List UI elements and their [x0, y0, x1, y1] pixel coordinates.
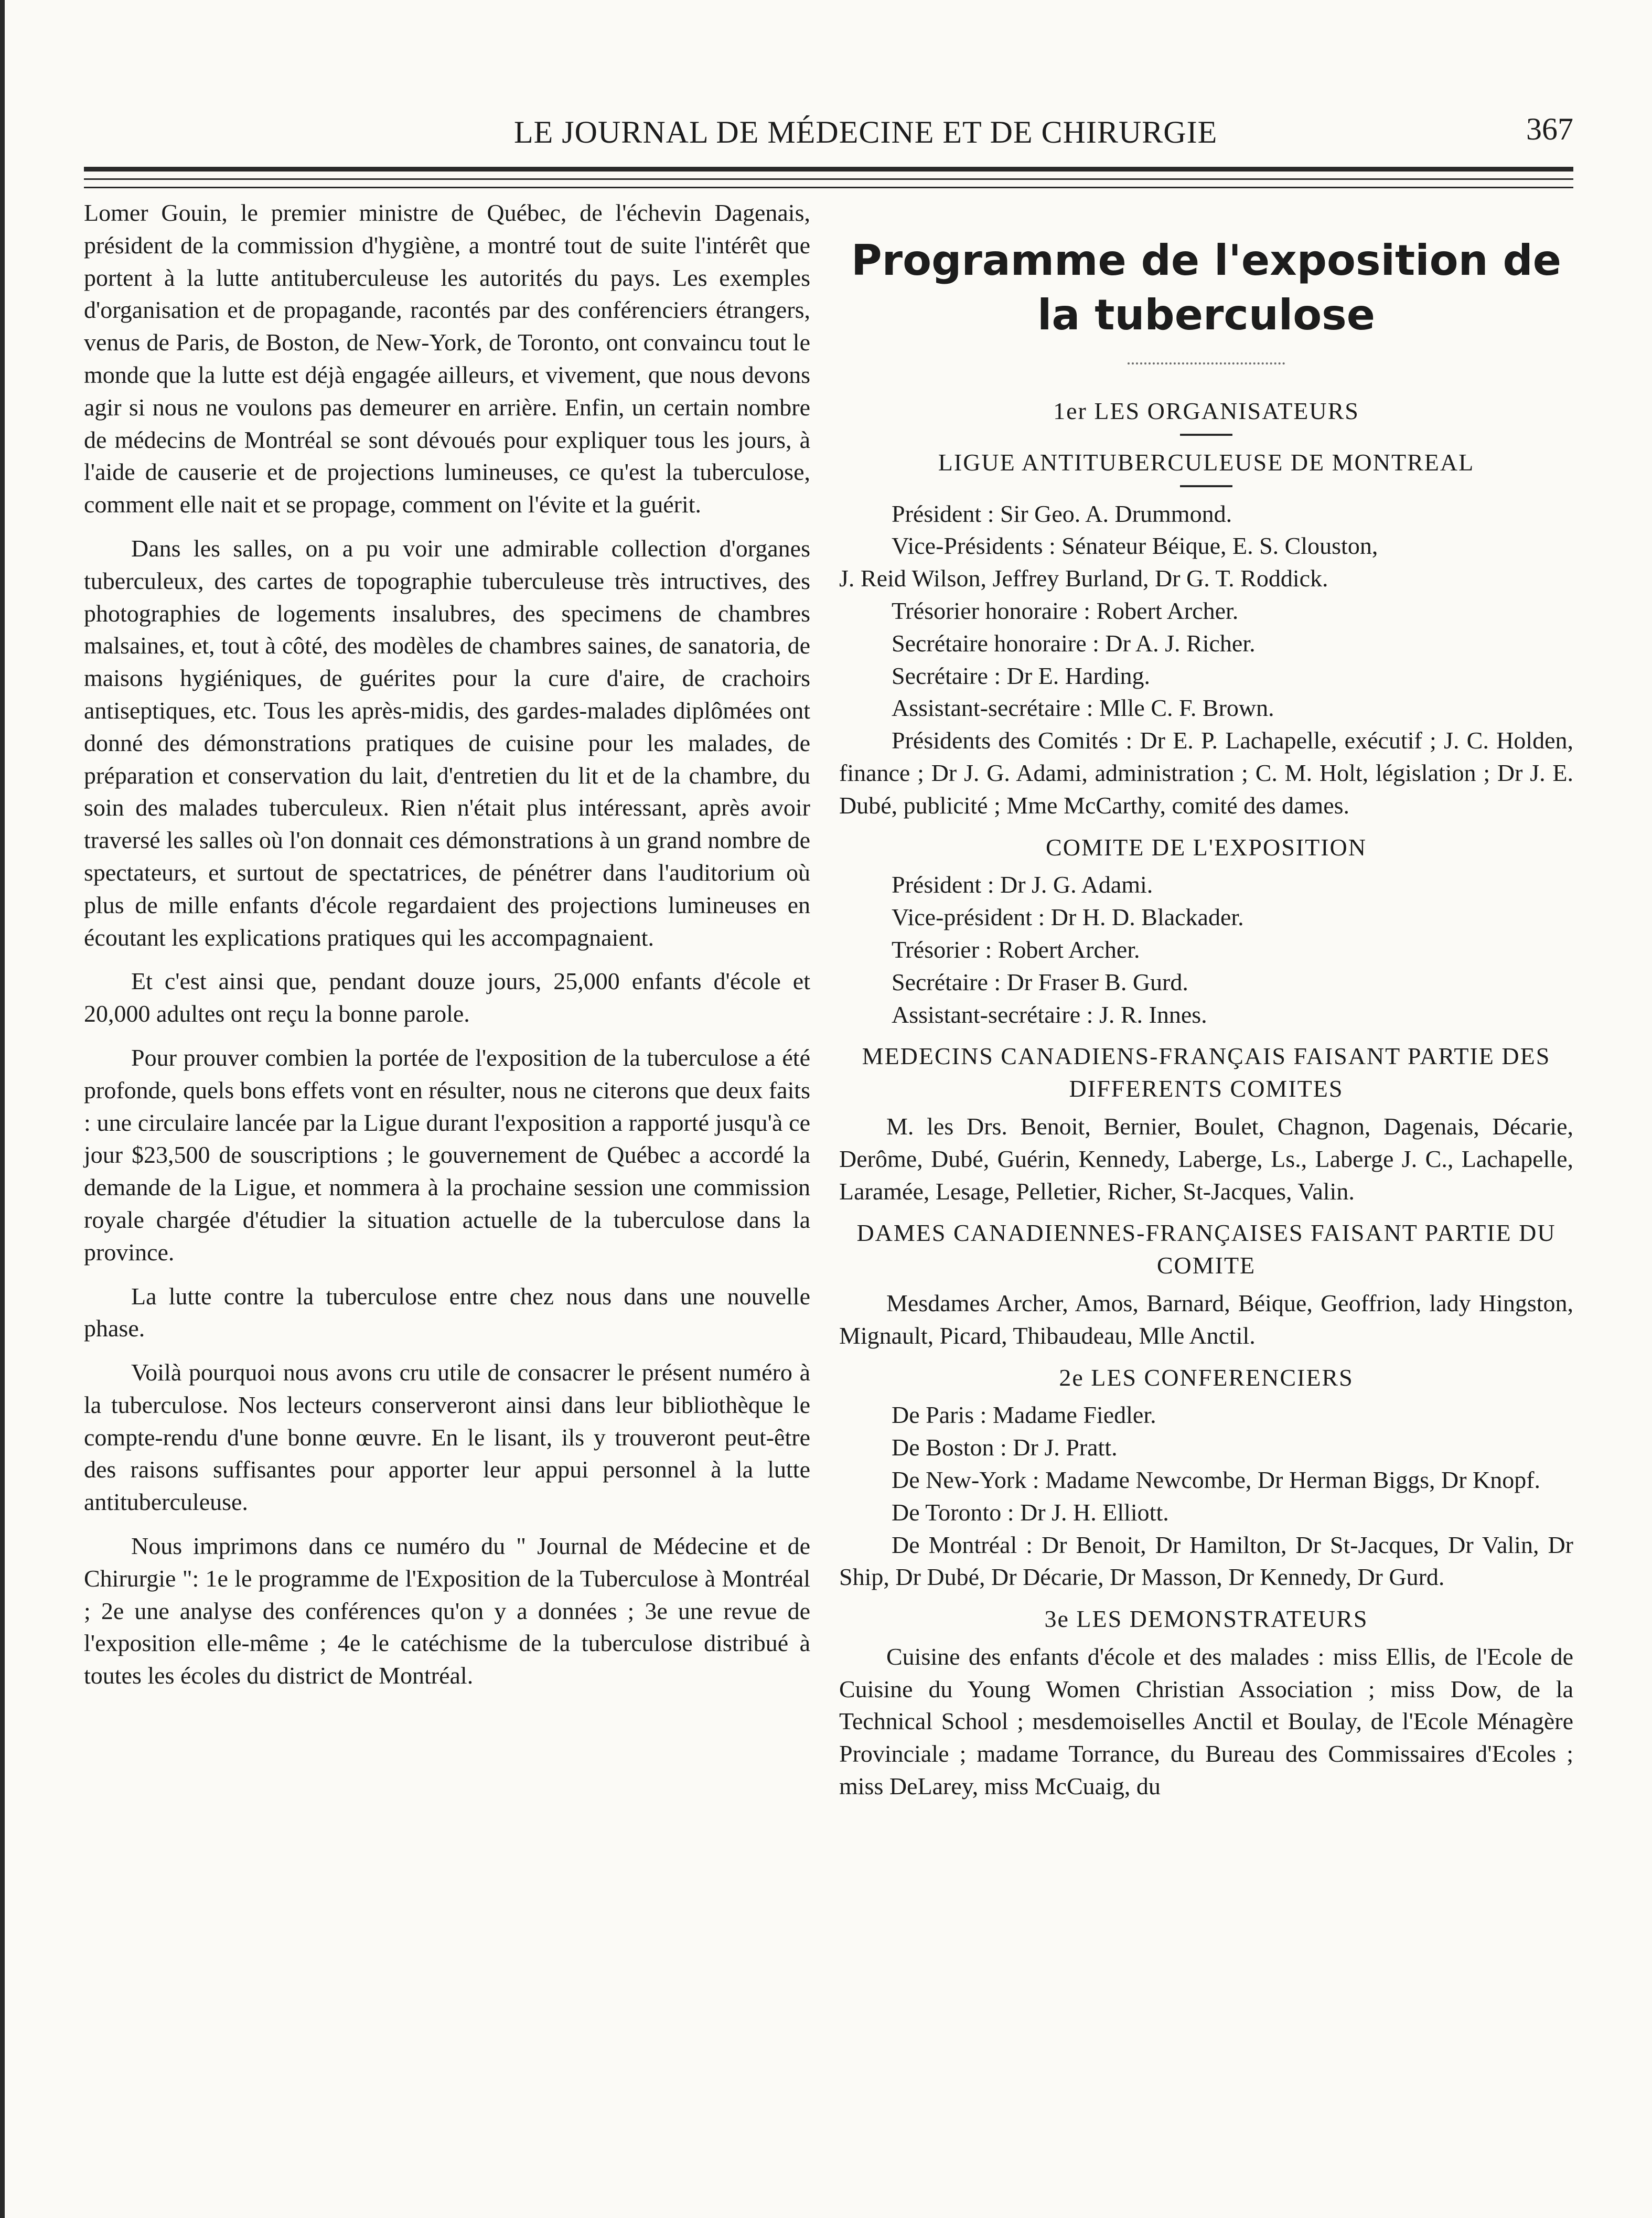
roster-line: Président : Sir Geo. A. Drummond.	[892, 500, 1232, 527]
short-rule	[1180, 485, 1232, 487]
decorative-rule	[1128, 362, 1285, 365]
paragraph: Pour prouver combien la portée de l'exposition de la tuberculose a été profonde, quels bons effets vont en résulter, nous ne citerons que deux faits : une circulaire lancée par la Ligue durant l'exposition a rapporté jusqu'à ce jour $23,500 de souscriptions ; le gouvernement de Québec a accordé la demande de la Ligue, et nommera à la prochaine session une commission royale chargée d'étudier la situation actuelle de la tuberculose dans la province.	[84, 1044, 810, 1266]
short-rule	[1180, 434, 1232, 436]
ligue-heading: LIGUE ANTITUBERCULEUSE DE MONTREAL	[938, 448, 1475, 476]
roster-line: Vice-Présidents : Sénateur Béique, E. S. Clouston,	[892, 532, 1378, 560]
conferencier-line: De New-York : Madame Newcombe, Dr Herman Biggs, Dr Knopf.	[892, 1466, 1541, 1493]
paragraph: La lutte contre la tuberculose entre chez nous dans une nouvelle phase.	[84, 1282, 810, 1342]
section-heading-conferenciers: 2e LES CONFERENCIERS	[1059, 1364, 1354, 1391]
journal-title: LE JOURNAL DE MÉDECINE ET DE CHIRURGIE	[514, 115, 1218, 149]
medecins-heading: MEDECINS CANADIENS-FRANÇAIS FAISANT PARTIE DES DIFFERENTS COMITES	[862, 1043, 1551, 1102]
section-heading-demonstrateurs: 3e LES DEMONSTRATEURS	[1044, 1605, 1368, 1633]
conferencier-line: De Toronto : Dr J. H. Elliott.	[892, 1498, 1169, 1526]
conferencier-line: De Boston : Dr J. Pratt.	[892, 1434, 1118, 1461]
header-rule-thick	[84, 167, 1573, 172]
running-header	[84, 100, 1573, 163]
roster-line: J. Reid Wilson, Jeffrey Burland, Dr G. T. Roddick.	[839, 565, 1328, 592]
dames-heading: DAMES CANADIENNES-FRANÇAISES FAISANT PARTIE DU COMITE	[856, 1219, 1556, 1279]
medecins-list: M. les Drs. Benoit, Bernier, Boulet, Chagnon, Dagenais, Décarie, Derôme, Dubé, Guérin, Kennedy, Laberge, Ls., Laberge J. C., Lachapelle, Laramée, Lesage, Pelletier, Richer, St-Jacques, Valin.	[839, 1112, 1573, 1205]
page-edge	[0, 0, 5, 2218]
paragraph: Lomer Gouin, le premier ministre de Québec, de l'échevin Dagenais, président de la commission d'hygiène, a montré tout de suite l'intérêt que portent à la lutte antituberculeuse les autorités du pays. Les exemples d'organisation et de propagande, racontés par des conférenciers étrangers, venus de Paris, de Boston, de New-York, de Toronto, ont convaincu tout le monde que la lutte est déjà engagée ailleurs, et vivement, que nous devons agir si nous ne voulons pas demeurer en arrière. Enfin, un certain nombre de médecins de Montréal se sont dévoués pour expliquer tous les jours, à l'aide de causerie et de projections lumineuses, ce qu'est la tuberculose, comment elle nait et se propage, comment on l'évite et la guérit.	[84, 199, 810, 518]
conferencier-line: De Montréal : Dr Benoit, Dr Hamilton, Dr St-Jacques, Dr Valin, Dr Ship, Dr Dubé, Dr Décarie, Dr Masson, Dr Kennedy, Dr Gurd.	[839, 1531, 1573, 1591]
dames-list: Mesdames Archer, Amos, Barnard, Béique, Geoffrion, lady Hingston, Mignault, Picard, Thibaudeau, Mlle Anctil.	[839, 1289, 1573, 1349]
roster-line: Secrétaire : Dr E. Harding.	[892, 662, 1151, 689]
roster-line: Assistant-secrétaire : Mlle C. F. Brown.	[892, 694, 1274, 722]
conferenciers-list	[839, 1399, 1573, 1593]
paragraph: Voilà pourquoi nous avons cru utile de consacrer le présent numéro à la tuberculose. Nos lecteurs conserveront ainsi dans leur bibliothèque le compte-rendu d'une bonne œuvre. En le lisant, ils y trouveront peut-être des raisons suffisantes pour apporter leur appui personnel à la lutte antituberculeuse.	[84, 1359, 810, 1516]
roster-line: Vice-président : Dr H. D. Blackader.	[892, 904, 1244, 931]
roster-line: Président : Dr J. G. Adami.	[892, 871, 1153, 898]
conferencier-line: De Paris : Madame Fiedler.	[892, 1401, 1156, 1429]
header-rule-thin	[84, 178, 1573, 180]
header-rule-thin	[84, 187, 1573, 188]
comite-roster	[839, 869, 1573, 1031]
demonstrateurs-text: Cuisine des enfants d'école et des malades : miss Ellis, de l'Ecole de Cuisine du Young Women Christian Association ; miss Dow, de la Technical School ; mesdemoiselles Anctil et Boulay, de l'Ecole Ménagère Provinciale ; madame Torrance, du Bureau des Commissaires d'Ecoles ; miss DeLarey, miss McCuaig, du	[839, 1643, 1573, 1800]
page-number: 367	[1526, 112, 1573, 146]
roster-line: Assistant-secrétaire : J. R. Innes.	[892, 1001, 1207, 1028]
paragraph: Et c'est ainsi que, pendant douze jours, 25,000 enfants d'école et 20,000 adultes ont reçu la bonne parole.	[84, 968, 810, 1027]
paragraph: Nous imprimons dans ce numéro du " Journal de Médecine et de Chirurgie ": 1e le programme de l'Exposition de la Tuberculose à Montréal ; 2e une analyse des conférences qu'on y a données ; 3e une revue de l'exposition elle-même ; 4e le catéchisme de la tuberculose distribué à toutes les écoles du district de Montréal.	[84, 1533, 810, 1689]
left-column	[84, 197, 810, 1703]
presidents-comites: Présidents des Comités : Dr E. P. Lachapelle, exécutif ; J. C. Holden, finance ; Dr J. G. Adami, administration ; C. M. Holt, législation ; Dr J. E. Dubé, publicité ; Mme McCarthy, comité des dames.	[839, 727, 1573, 819]
right-column	[839, 197, 1573, 1814]
roster-line: Trésorier : Robert Archer.	[892, 936, 1140, 963]
section-heading-organisateurs: 1er LES ORGANISATEURS	[1053, 398, 1359, 424]
article-title: Programme de l'exposition de la tuberculose	[851, 236, 1561, 339]
roster-line: Trésorier honoraire : Robert Archer.	[892, 597, 1239, 624]
roster-line: Secrétaire : Dr Fraser B. Gurd.	[892, 968, 1188, 995]
comite-heading: COMITE DE L'EXPOSITION	[1046, 833, 1367, 861]
roster-line: Secrétaire honoraire : Dr A. J. Richer.	[892, 629, 1256, 657]
paragraph: Dans les salles, on a pu voir une admirable collection d'organes tuberculeux, des cartes de topographie tuberculeuse très intructives, des photographies de logements insalubres, des specimens de chambres malsaines, et, tout à côté, des modèles de chambres saines, de sanatoria, de maisons hygiéniques, de guérites pour la cure d'aire, de crachoirs antiseptiques, etc. Tous les après-midis, des gardes-malades diplômées ont donné des démonstrations pratiques de cuisine pour les malades, de préparation et conservation du lait, d'entretien du lit et de la chambre, du soin des malades tuberculeux. Rien n'était plus intéressant, après avoir traversé les salles où l'on donnait ces démonstrations à un grand nombre de spectateurs, et surtout de spectatrices, de pénétrer dans l'auditorium où plus de mille enfants d'école regardaient des projections lumineuses en écoutant les explications pratiques qui les accompagnaient.	[84, 534, 810, 951]
ligue-roster	[839, 498, 1573, 822]
